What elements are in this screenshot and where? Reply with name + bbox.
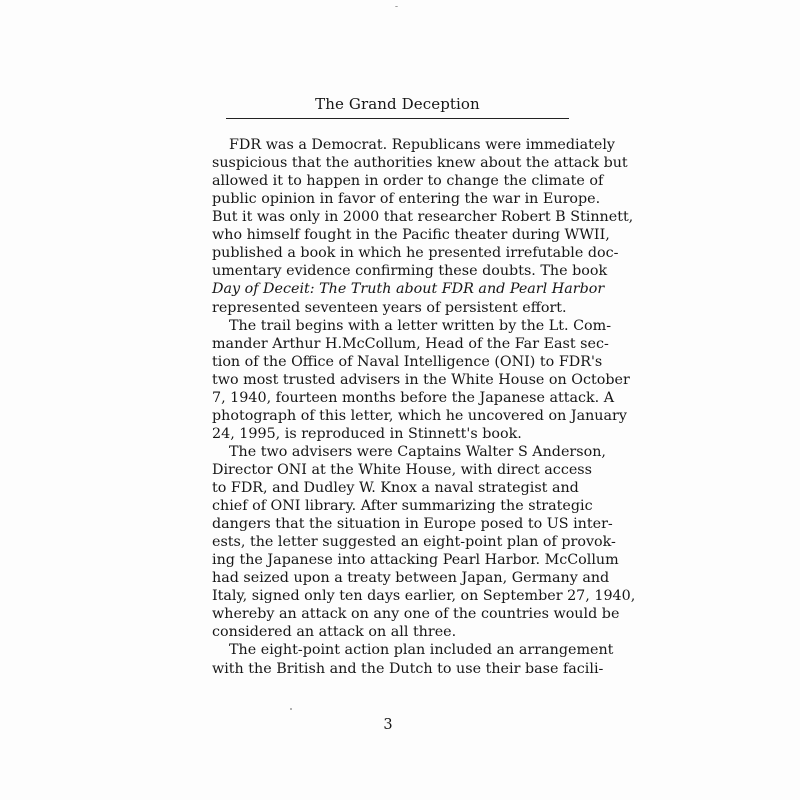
text-line: umentary evidence confirming these doubts. The book (212, 263, 608, 280)
text-line: mander Arthur H.McCollum, Head of the Far East sec- (212, 335, 609, 352)
text-line: had seized upon a treaty between Japan, Germany and (212, 570, 610, 587)
text-line: chief of ONI library. After summarizing the strategic (212, 498, 593, 514)
header-rule (226, 118, 569, 119)
page-number: 3 (383, 717, 393, 733)
text-line: tion of the Office of Naval Intelligence (ONI) to FDR's (212, 353, 603, 370)
text-line: FDR was a Democrat. Republicans were immediately (229, 137, 615, 153)
text-line: But it was only in 2000 that researcher Robert B Stinnett, (212, 209, 634, 226)
text-line: considered an attack on all three. (212, 624, 457, 641)
running-head-title: The Grand Deception (315, 95, 480, 113)
text-line: 7, 1940, fourteen months before the Japanese attack. A (212, 389, 615, 406)
text-line: ests, the letter suggested an eight-point plan of provok- (212, 534, 616, 551)
text-line: who himself fought in the Pacific theater during WWII, (212, 227, 610, 244)
text-line: public opinion in favor of entering the war in Europe. (212, 191, 601, 208)
text-line: dangers that the situation in Europe posed to US inter- (212, 516, 613, 532)
text-line: The trail begins with a letter written by the Lt. Com- (229, 317, 612, 334)
text-line: Italy, signed only ten days earlier, on September 27, 1940, (212, 588, 636, 605)
text-line: 24, 1995, is reproduced in Stinnett's book. (212, 425, 522, 442)
text-line: photograph of this letter, which he uncovered on January (212, 407, 627, 424)
text-line: Director ONI at the White House, with direct access (212, 461, 592, 478)
text-line: published a book in which he presented irrefutable doc- (212, 245, 619, 262)
scan-speck (290, 708, 292, 710)
text-line: suspicious that the authorities knew about the attack but (212, 155, 628, 172)
text-line: two most trusted advisers in the White House on October (212, 371, 630, 388)
scan-speck (395, 6, 398, 7)
text-line: represented seventeen years of persistent effort. (212, 299, 567, 316)
text-line (212, 280, 605, 298)
text-line: with the British and the Dutch to use their base facili- (212, 660, 604, 677)
text-line: whereby an attack on any one of the countries would be (212, 606, 620, 623)
text-line: The eight-point action plan included an arrangement (229, 642, 614, 659)
text-line: to FDR, and Dudley W. Knox a naval strategist and (212, 479, 579, 496)
text-line: ing the Japanese into attacking Pearl Harbor. McCollum (212, 552, 619, 569)
book-title-italic: Day of Deceit: The Truth about FDR and Pearl Harbor (212, 281, 605, 298)
text-line: The two advisers were Captains Walter S Anderson, (229, 443, 606, 460)
text-line: allowed it to happen in order to change the climate of (212, 173, 604, 190)
